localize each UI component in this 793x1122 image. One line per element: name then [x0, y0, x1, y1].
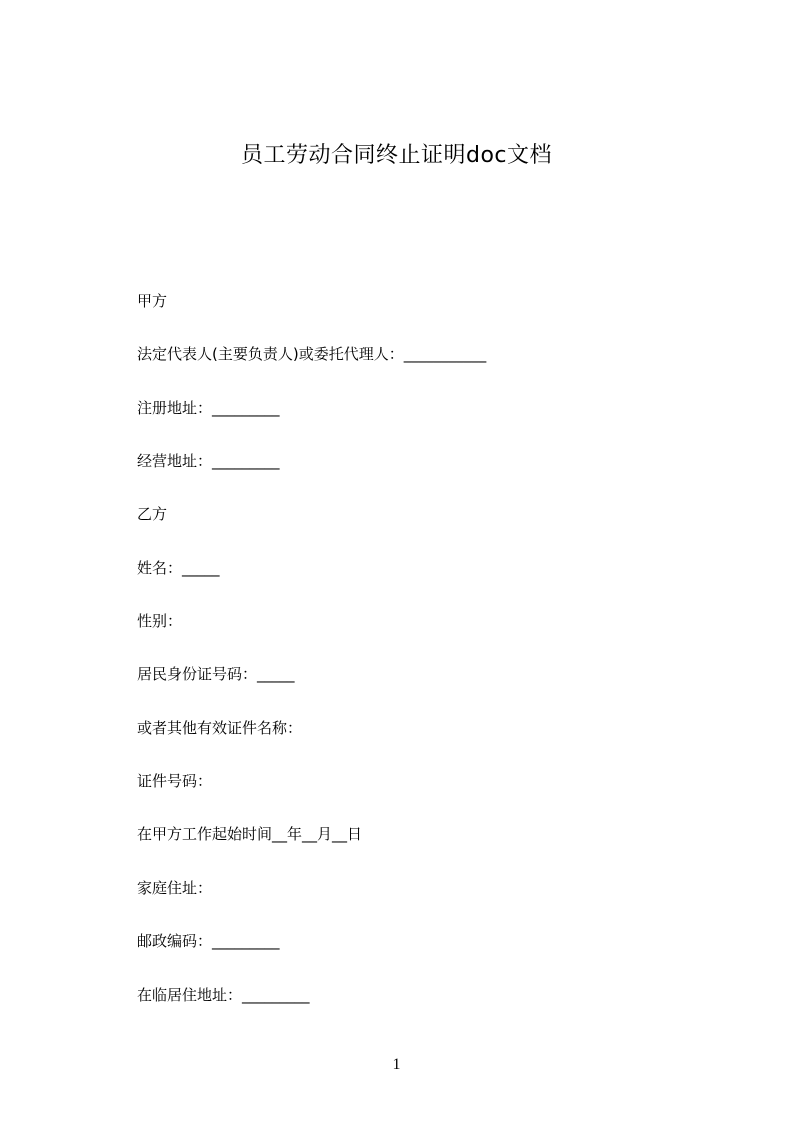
business-address-line: 经营地址：_________	[137, 452, 280, 470]
certificate-number-line: 证件号码：	[137, 772, 213, 790]
start-date-line: 在甲方工作起始时间__年__月__日	[137, 825, 363, 843]
document-title: 员工劳动合同终止证明doc文档	[240, 143, 553, 168]
legal-representative-line: 法定代表人(主要负责人)或委托代理人：___________	[137, 345, 487, 363]
other-id-name-line: 或者其他有效证件名称：	[137, 719, 303, 737]
party-b-heading: 乙方	[137, 505, 168, 523]
postal-code-line: 邮政编码：_________	[137, 932, 280, 950]
id-number-line: 居民身份证号码：_____	[137, 665, 295, 683]
name-line: 姓名：_____	[137, 559, 220, 577]
party-a-heading: 甲方	[137, 292, 168, 310]
temporary-address-line: 在临居住地址：_________	[137, 986, 310, 1004]
page-number: 1	[392, 1056, 401, 1073]
registered-address-line: 注册地址：_________	[137, 399, 280, 417]
home-address-line: 家庭住址：	[137, 879, 213, 897]
gender-line: 性别：	[137, 612, 183, 630]
